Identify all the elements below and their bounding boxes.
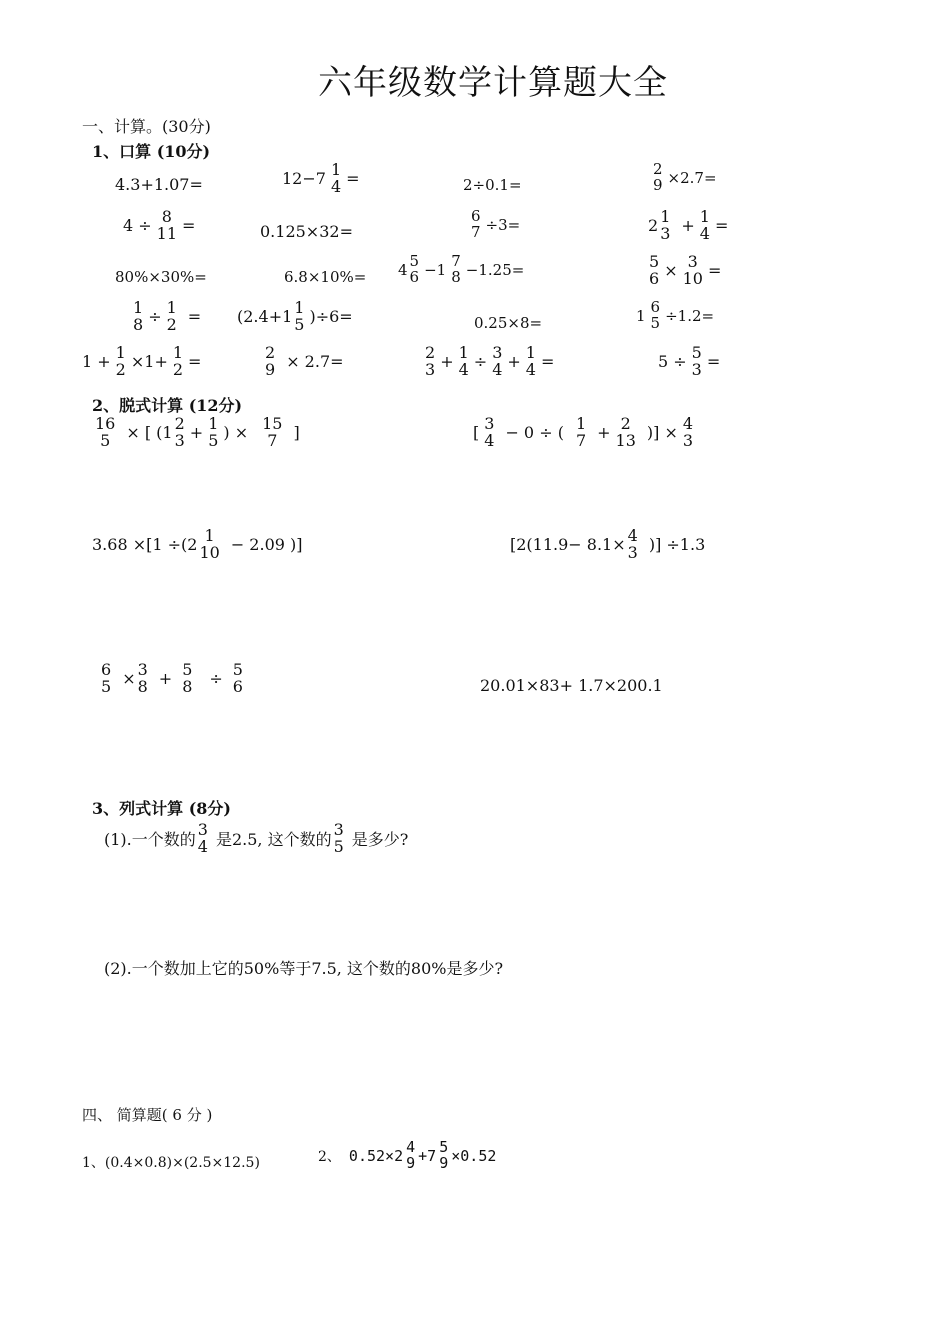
numerator: 5	[232, 660, 243, 679]
operator: +	[507, 352, 521, 372]
fraction	[698, 209, 712, 243]
denominator: 4	[525, 359, 536, 379]
expr-text: [2(11.9− 8.1×	[510, 535, 626, 555]
numerator: 6	[101, 660, 112, 679]
numerator: 1	[133, 298, 144, 317]
numerator: 15	[262, 414, 283, 433]
numerator: 5	[691, 343, 702, 362]
numerator: 5	[182, 660, 193, 679]
operator: +	[597, 423, 611, 443]
oral-5d	[658, 345, 720, 379]
denominator: 9	[406, 1153, 416, 1172]
fraction	[260, 416, 284, 450]
denominator: 3	[627, 542, 638, 562]
fraction	[423, 345, 437, 379]
expr-text: )] ×	[646, 423, 678, 443]
denominator: 10	[682, 268, 703, 288]
expr-text: [	[473, 423, 480, 443]
oral-2b	[260, 222, 353, 241]
fraction	[171, 345, 185, 379]
expr-text: =	[714, 216, 729, 236]
denominator: 13	[615, 430, 636, 450]
expr-text: 0.125×32=	[260, 222, 353, 241]
denominator: 5	[294, 314, 305, 334]
fraction	[651, 162, 665, 194]
expr-text: =	[187, 307, 202, 327]
expr-text: × 2.7=	[286, 352, 344, 372]
numerator: 6	[650, 298, 661, 316]
denominator: 5	[650, 313, 661, 332]
fraction	[482, 416, 496, 450]
whole-number: 2	[648, 216, 659, 236]
fraction	[614, 416, 638, 450]
expr-text: =	[182, 216, 196, 236]
expr-text: × [ (1	[126, 423, 173, 443]
numerator: 1	[660, 207, 671, 226]
oral-2c	[466, 209, 520, 241]
denominator: 4	[458, 359, 469, 379]
fraction	[173, 416, 187, 450]
operator: +	[681, 216, 695, 236]
page-title: 六年级数学计算题大全	[318, 63, 668, 103]
denominator: 7	[575, 430, 587, 450]
operator: ÷	[148, 307, 162, 327]
simplify-1	[82, 1152, 260, 1172]
denominator: 8	[137, 676, 148, 696]
fraction	[114, 345, 128, 379]
numerator: 1	[575, 414, 587, 433]
denominator: 7	[267, 430, 278, 450]
numerator: 8	[161, 207, 172, 226]
expr-text: ×0.52	[451, 1146, 497, 1165]
word-problem-1	[104, 822, 408, 856]
numerator: 3	[197, 820, 208, 839]
denominator: 4	[699, 223, 710, 243]
expr-text: ÷1.2=	[665, 306, 715, 325]
expr-text: 12−7	[282, 169, 326, 189]
oral-5c	[420, 345, 554, 379]
expr-text: ×2.7=	[667, 168, 717, 187]
numerator: 16	[95, 414, 116, 433]
expr-text: =	[706, 352, 721, 372]
part1-heading: 1、口算 (10分)	[92, 142, 211, 161]
oral-5a	[82, 345, 201, 379]
denominator: 3	[682, 430, 694, 450]
fraction	[681, 416, 695, 450]
numerator: 3	[687, 252, 698, 271]
fraction	[231, 662, 245, 696]
denominator: 9	[653, 175, 663, 194]
numerator: 6	[471, 207, 481, 225]
expr-text: 4 ÷	[123, 216, 152, 236]
numerator: 1	[204, 526, 215, 545]
numerator: 3	[333, 820, 344, 839]
fraction	[408, 254, 422, 286]
oral-4b	[237, 300, 353, 334]
expr-text: ×1+	[130, 352, 168, 372]
oral-3b	[284, 268, 366, 286]
expr-text: 6.8×10%=	[284, 268, 367, 286]
numerator: 3	[484, 414, 495, 433]
fraction	[404, 1140, 417, 1172]
denominator: 8	[451, 267, 461, 286]
fraction	[99, 662, 113, 696]
numerator: 1	[115, 343, 126, 362]
expr-text: ÷3=	[485, 215, 521, 234]
operator: ×	[122, 669, 136, 689]
numerator: 7	[451, 252, 461, 270]
fraction	[457, 345, 471, 379]
fraction	[681, 254, 705, 288]
fraction	[658, 209, 672, 243]
fraction	[524, 345, 538, 379]
operator: +	[189, 423, 204, 443]
fraction	[196, 822, 210, 856]
denominator: 11	[156, 223, 178, 243]
fraction	[206, 416, 220, 450]
denominator: 9	[265, 359, 276, 379]
oral-4a	[128, 300, 201, 334]
operator: +	[158, 669, 173, 689]
expr-text: )÷6=	[309, 307, 353, 327]
expr-text: 1 +	[82, 352, 111, 372]
denominator: 4	[197, 836, 208, 856]
fraction	[449, 254, 463, 286]
denominator: 6	[232, 676, 243, 696]
denominator: 2	[115, 359, 126, 379]
operator: ÷	[473, 352, 488, 372]
fraction	[490, 345, 504, 379]
numerator: 1	[294, 298, 305, 317]
denominator: 3	[425, 359, 436, 379]
oral-3c	[398, 254, 524, 286]
operator: ÷	[209, 669, 223, 689]
expr-text: =	[188, 352, 202, 372]
denominator: 10	[199, 542, 220, 562]
expr-text: 0.52×2	[348, 1146, 404, 1165]
numerator: 2	[174, 414, 185, 433]
numerator: 1	[699, 207, 710, 226]
numerator: 1	[166, 298, 177, 317]
expr-text: −1.25=	[465, 260, 525, 279]
denominator: 8	[133, 314, 144, 334]
numerator: 1	[172, 343, 184, 362]
numerator: 5	[409, 252, 420, 270]
numerator: 5	[439, 1138, 449, 1156]
expr-text: )] ÷1.3	[648, 535, 706, 555]
step-calc-6	[480, 676, 663, 695]
expr-text: − 2.09 )]	[230, 535, 303, 555]
fraction	[155, 209, 179, 243]
section1-heading: 一、计算。(30分)	[82, 117, 211, 136]
oral-4d	[636, 300, 714, 332]
fraction	[131, 300, 145, 334]
simplify-2	[318, 1140, 496, 1172]
expr-text: 1、(0.4×0.8)×(2.5×12.5)	[82, 1155, 260, 1171]
numerator: 2	[265, 343, 276, 362]
denominator: 5	[101, 676, 112, 696]
numerator: 5	[649, 252, 660, 271]
word-problem-2	[104, 956, 503, 979]
oral-3a	[115, 268, 207, 286]
oral-2d	[648, 209, 728, 243]
denominator: 6	[649, 268, 660, 288]
numerator: 1	[525, 343, 536, 362]
fraction	[647, 254, 661, 288]
step-calc-5	[96, 662, 248, 696]
denominator: 7	[471, 222, 481, 241]
expr-text: +7	[418, 1146, 437, 1165]
oral-5b	[260, 345, 344, 379]
expr-text: 2、	[318, 1148, 341, 1165]
fraction	[136, 662, 150, 696]
fraction	[469, 209, 483, 241]
denominator: 3	[691, 359, 702, 379]
expr-text: ) ×	[223, 423, 249, 443]
step-calc-1	[90, 416, 300, 450]
oral-1d	[648, 162, 717, 194]
expr-text: − 0 ÷ (	[505, 423, 564, 443]
numerator: 3	[137, 660, 148, 679]
expr-text: =	[346, 169, 360, 189]
expr-text: 80%×30%=	[115, 268, 207, 286]
expr-text: 3.68 ×[1 ÷(2	[92, 535, 198, 555]
operator: +	[440, 352, 454, 372]
denominator: 3	[174, 430, 185, 450]
denominator: 4	[330, 176, 342, 196]
fraction	[93, 416, 117, 450]
fraction	[180, 662, 194, 696]
oral-1c	[463, 176, 522, 194]
denominator: 6	[409, 267, 420, 286]
denominator: 2	[166, 314, 177, 334]
part2-heading: 2、脱式计算 (12分)	[92, 396, 243, 415]
numerator: 1	[330, 160, 342, 179]
step-calc-4	[510, 528, 705, 562]
expr-text: 1	[636, 306, 646, 325]
numerator: 2	[620, 414, 631, 433]
numerator: 1	[208, 414, 219, 433]
denominator: 9	[439, 1153, 449, 1172]
operator: ×	[664, 261, 678, 281]
numerator: 4	[682, 414, 694, 433]
fraction	[292, 300, 306, 334]
expr-text: 2÷0.1=	[463, 176, 522, 194]
step-calc-3	[92, 528, 303, 562]
fraction	[329, 162, 343, 196]
denominator: 8	[182, 676, 193, 696]
step-calc-2	[473, 416, 698, 450]
oral-1a	[115, 175, 203, 194]
fraction	[626, 528, 640, 562]
numerator: 2	[425, 343, 436, 362]
fraction	[649, 300, 663, 332]
denominator: 5	[208, 430, 219, 450]
expr-text: 是多少?	[351, 830, 409, 850]
expr-text: ]	[293, 423, 300, 443]
expr-text: 0.25×8=	[474, 314, 543, 332]
expr-text: =	[707, 261, 722, 281]
expr-text: 4.3+1.07=	[115, 175, 203, 194]
fraction	[165, 300, 179, 334]
denominator: 5	[333, 836, 344, 856]
expr-text: 20.01×83+ 1.7×200.1	[480, 676, 663, 695]
denominator: 5	[100, 430, 111, 450]
expr-text: (1).一个数的	[104, 830, 196, 850]
expr-text: 5 ÷	[658, 352, 687, 372]
fraction	[690, 345, 704, 379]
expr-text: (2.4+1	[237, 307, 293, 327]
fraction	[574, 416, 588, 450]
operator: −1	[424, 260, 447, 279]
numerator: 1	[458, 343, 469, 362]
numerator: 4	[406, 1138, 416, 1156]
expr-text: 是2.5, 这个数的	[215, 830, 332, 850]
section4-heading: 四、 简算题( 6 分 )	[82, 1106, 213, 1124]
oral-2a	[123, 209, 195, 243]
numerator: 4	[627, 526, 638, 545]
whole-number: 4	[398, 260, 408, 279]
oral-4c	[474, 314, 542, 332]
oral-3d	[644, 254, 721, 288]
part3-heading: 3、列式计算 (8分)	[92, 799, 231, 818]
numerator: 3	[492, 343, 503, 362]
denominator: 4	[492, 359, 503, 379]
numerator: 2	[653, 160, 663, 178]
expr-text: =	[540, 352, 555, 372]
denominator: 4	[484, 430, 495, 450]
expr-text: (2).一个数加上它的50%等于7.5, 这个数的80%是多少?	[104, 959, 504, 978]
fraction	[437, 1140, 450, 1172]
denominator: 3	[660, 223, 671, 243]
fraction	[263, 345, 277, 379]
denominator: 2	[172, 359, 184, 379]
oral-1b	[282, 162, 360, 196]
fraction	[197, 528, 221, 562]
fraction	[332, 822, 346, 856]
